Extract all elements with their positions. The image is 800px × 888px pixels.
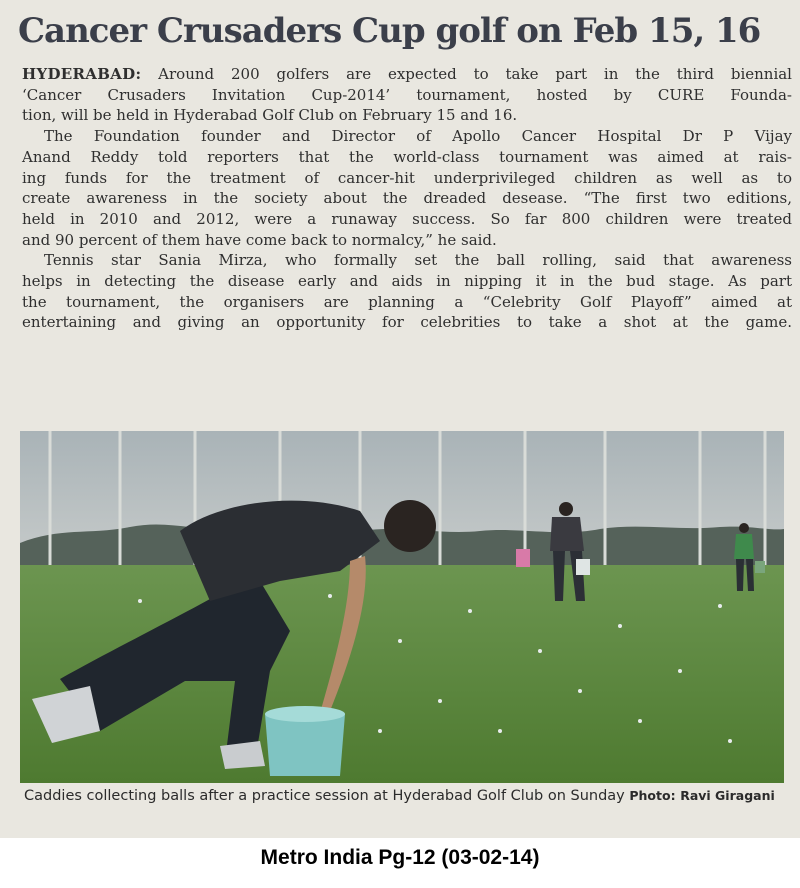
article-line: ing funds for the treatment of cancer-hit underprivileged children as well as to [22, 168, 792, 187]
article-line: Anand Reddy told reporters that the world-class tournament was aimed at rais- [22, 147, 792, 166]
article-line: The Foundation founder and Director of Apollo Cancer Hospital Dr P Vijay [44, 127, 792, 146]
paragraph-3 [22, 250, 792, 333]
line-text: Around 200 golfers are expected to take part in the third biennial [158, 65, 792, 83]
article-line: and 90 percent of them have come back to normalcy,” he said. [22, 230, 497, 249]
article-body [22, 64, 792, 333]
article-line: entertaining and giving an opportunity for celebrities to take a shot at the game. [22, 313, 792, 332]
article-line: held in 2010 and 2012, were a runaway success. So far 800 children were treated [22, 209, 792, 228]
article-line: ‘Cancer Crusaders Invitation Cup-2014’ tournament, hosted by CURE Founda- [22, 85, 792, 104]
photo-credit-name: Ravi Giragani [680, 788, 775, 803]
paragraph-2 [22, 126, 792, 250]
article-line [22, 64, 792, 85]
photo-caption [24, 786, 780, 806]
news-photo [20, 431, 784, 783]
caption-text: Caddies collecting balls after a practice session at Hyderabad Golf Club on Sunday [24, 788, 625, 804]
article-line: the tournament, the organisers are planning a “Celebrity Golf Playoff” aimed at [22, 292, 792, 311]
source-reference: Metro India Pg-12 (03-02-14) [260, 846, 540, 869]
article-line: helps in detecting the disease early and aids in nipping it in the bud stage. As part [22, 272, 792, 291]
headline: Cancer Crusaders Cup golf on Feb 15, 16 [18, 11, 761, 51]
article-line: Tennis star Sania Mirza, who formally set the ball rolling, said that awareness [44, 251, 792, 270]
dateline: HYDERABAD: [22, 65, 142, 83]
paragraph-1 [22, 64, 792, 126]
photo-credit-label: Photo: [629, 788, 676, 803]
article-line: create awareness in the society about the dreaded desease. “The first two editions, [22, 189, 792, 208]
article-line: tion, will be held in Hyderabad Golf Club on February 15 and 16. [22, 106, 518, 125]
